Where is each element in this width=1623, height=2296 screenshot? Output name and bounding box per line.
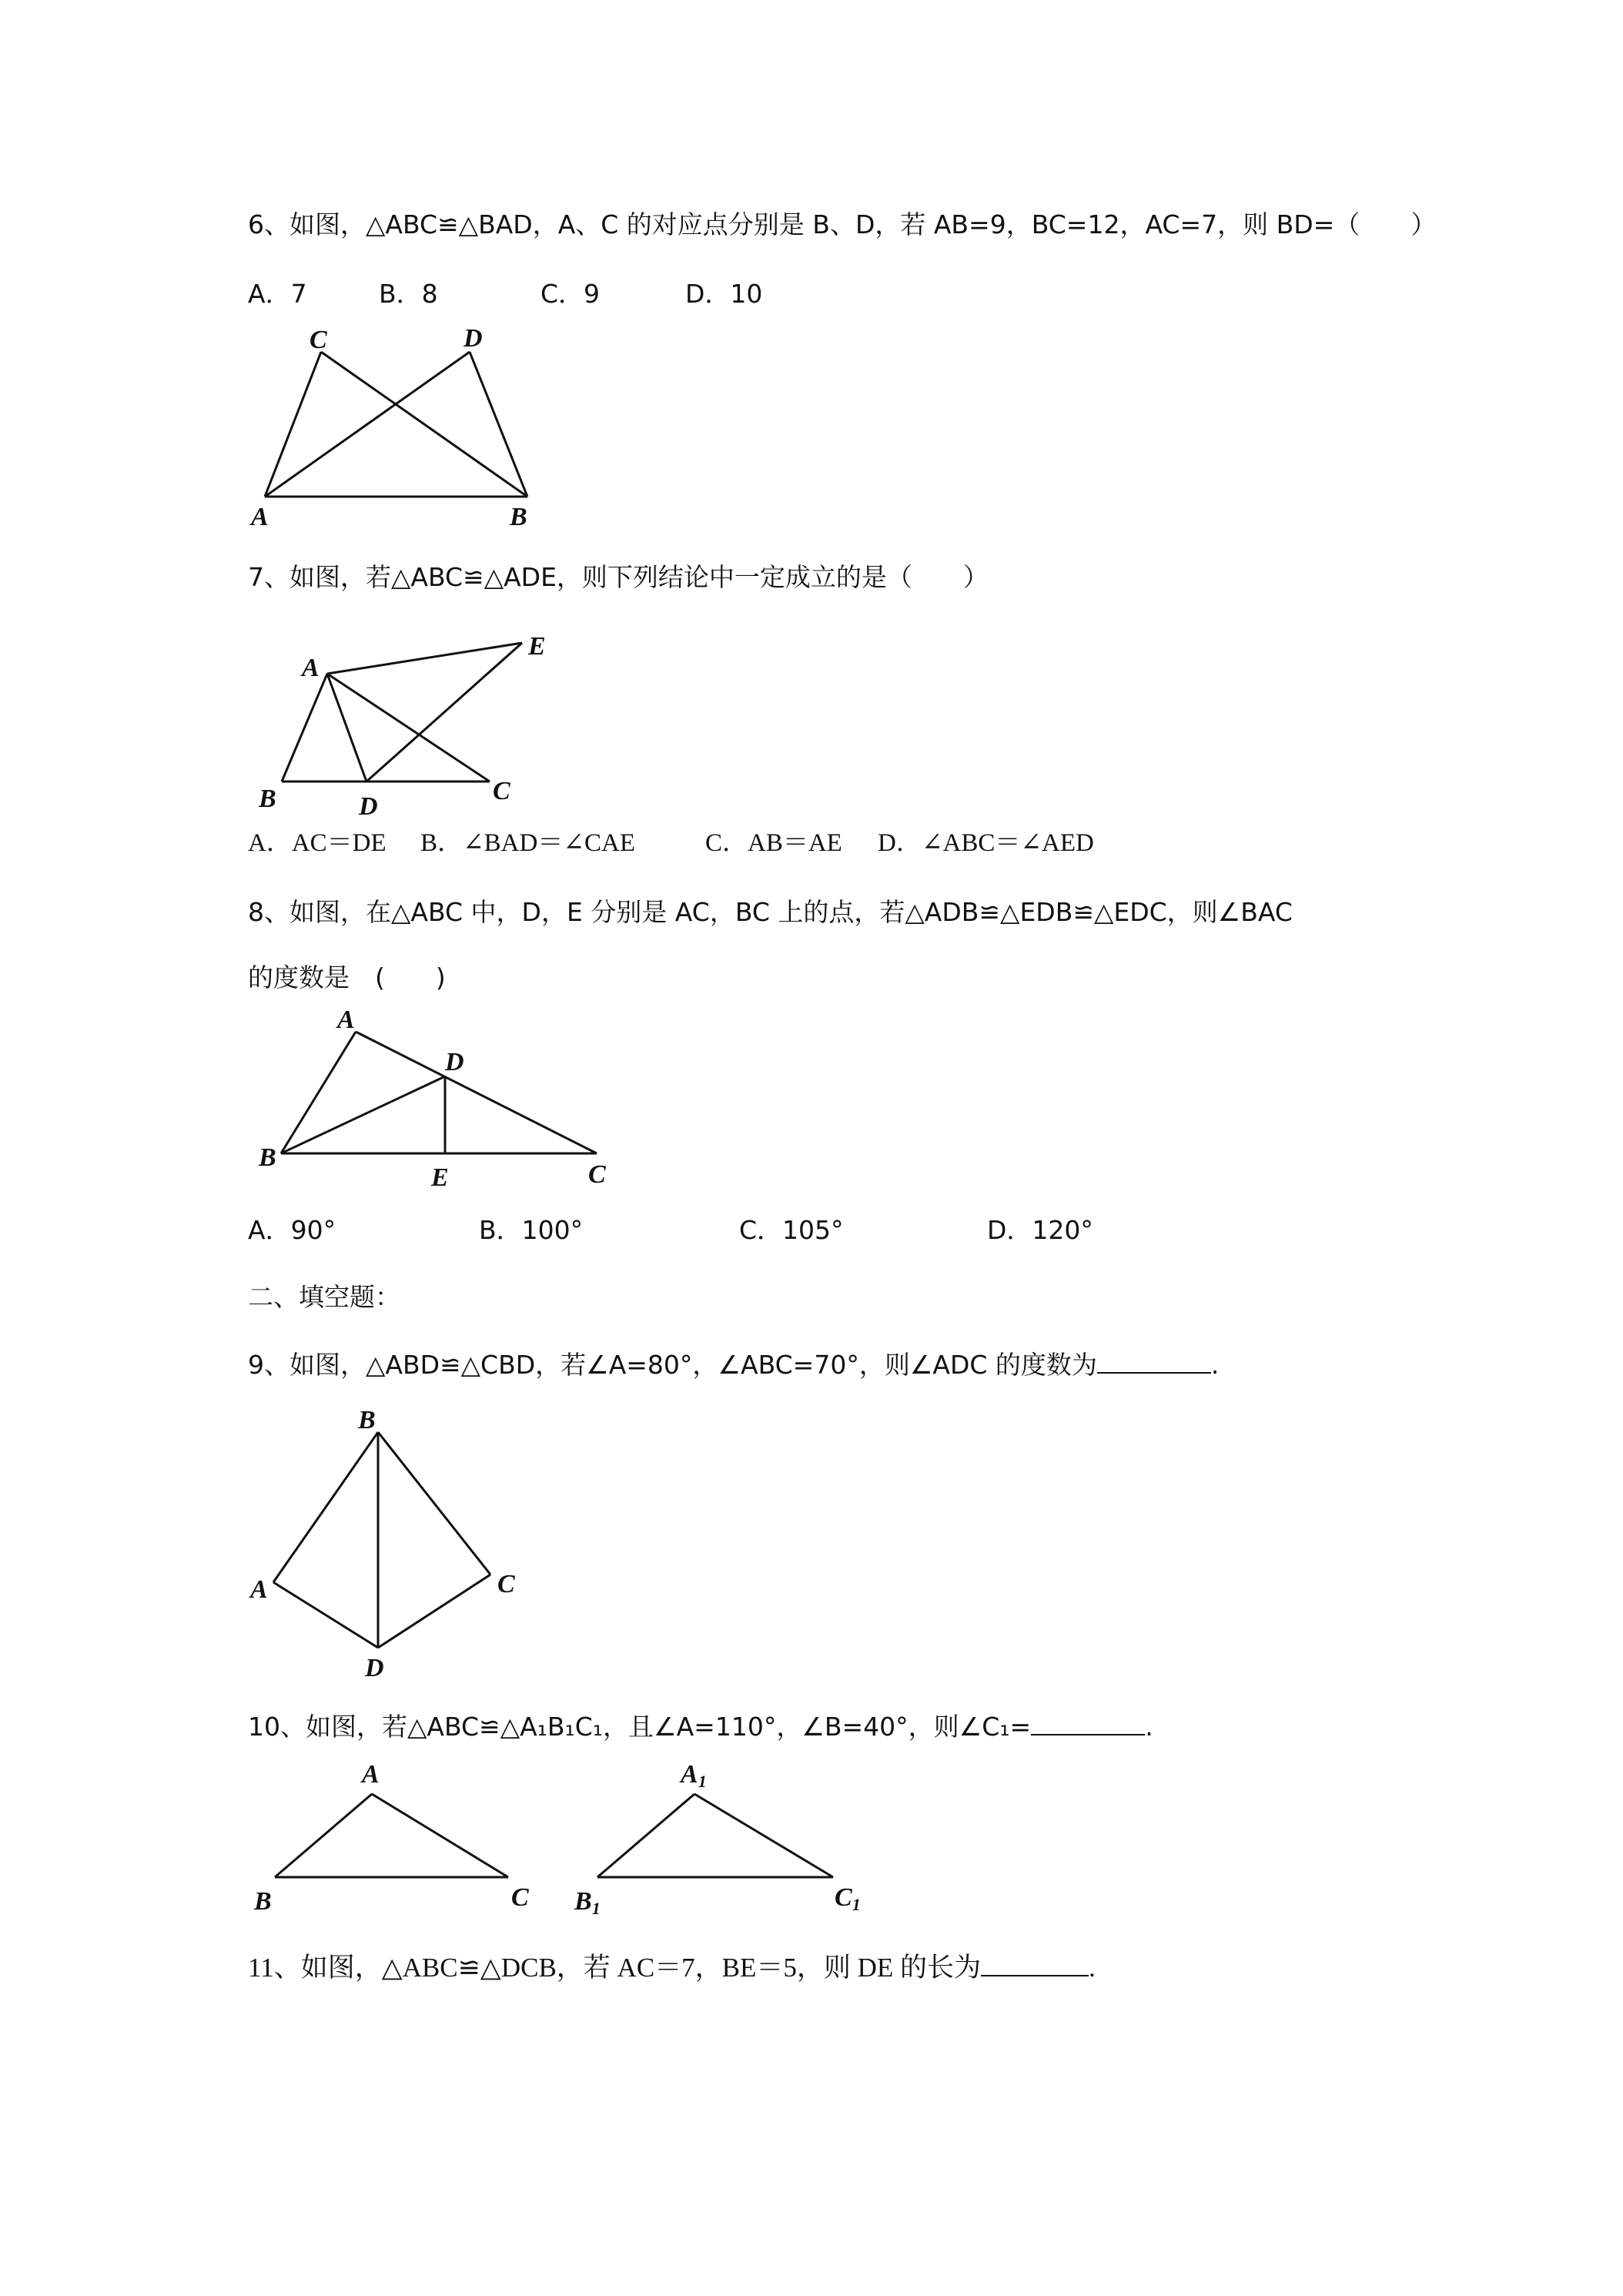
q9-line — [248, 1349, 1219, 1381]
q10-end: . — [1145, 1712, 1153, 1742]
q10-line — [248, 1711, 1153, 1742]
q7-text: 7、如图，若△ABC≌△ADE，则下列结论中一定成立的是（ ） — [248, 562, 989, 592]
q8-text-line2: 的度数是 ( ) — [248, 962, 446, 992]
q7-label-d: D — [359, 792, 378, 821]
section2-title: 二、填空题： — [248, 1282, 400, 1312]
q6-label-d: D — [463, 324, 483, 353]
q7-label-a: A — [302, 654, 320, 682]
q8-option-c: C．105° — [739, 1215, 844, 1245]
q10-label-a1: A1 — [681, 1760, 707, 1791]
q7-label-c: C — [493, 777, 510, 805]
q6-label-b: B — [510, 503, 527, 531]
q6-label-a: A — [251, 503, 269, 531]
q9-answer-blank[interactable] — [1097, 1349, 1211, 1374]
q8-label-b: B — [259, 1143, 276, 1172]
q9-text: 9、如图，△ABD≌△CBD，若∠A=80°，∠ABC=70°，则∠ADC 的度数为 — [248, 1350, 1097, 1380]
q8-label-c: C — [588, 1160, 606, 1189]
q7-option-d: D．∠ABC＝∠AED — [878, 829, 1094, 857]
q7-option-b: B．∠BAD＝∠CAE — [420, 829, 635, 857]
q9-label-d: D — [365, 1654, 384, 1682]
q7-option-a: A．AC＝DE — [248, 829, 387, 857]
q10-label-b: B — [254, 1887, 272, 1916]
q8-label-a: A — [337, 1006, 355, 1034]
q6-option-d: D．10 — [685, 279, 763, 309]
q9-label-b: B — [358, 1406, 376, 1434]
q10-label-b1: B1 — [574, 1887, 601, 1918]
q11-answer-blank[interactable] — [981, 1952, 1089, 1976]
q8-option-a: A．90° — [248, 1215, 336, 1245]
q11-text: 11、如图，△ABC≌△DCB，若 AC＝7，BE＝5，则 DE 的长为 — [248, 1953, 982, 1983]
q7-label-b: B — [259, 785, 276, 813]
q6-option-b: B．8 — [379, 279, 438, 309]
q8-text-line1: 8、如图，在△ABC 中，D，E 分别是 AC，BC 上的点，若△ADB≌△EDB≌△EDC，则∠BAC — [248, 897, 1293, 927]
q8-figure — [0, 1001, 1623, 1201]
q8-label-d: D — [445, 1048, 464, 1076]
q9-figure — [0, 1394, 1623, 1686]
q7-label-e: E — [528, 632, 546, 661]
q10-text: 10、如图，若△ABC≌△A₁B₁C₁，且∠A=110°，∠B=40°，则∠C₁= — [248, 1712, 1032, 1742]
q10-label-a: A — [362, 1760, 380, 1789]
q6-option-c: C．9 — [540, 279, 601, 309]
q6-label-c: C — [310, 326, 327, 354]
q9-label-a: A — [250, 1575, 268, 1604]
q9-end: . — [1210, 1350, 1220, 1380]
q7-figure — [0, 624, 1623, 824]
q10-label-c1: C1 — [835, 1883, 861, 1914]
q11-end: . — [1089, 1953, 1096, 1983]
q9-label-c: C — [497, 1570, 515, 1598]
q8-option-d: D．120° — [987, 1215, 1093, 1245]
q7-option-c: C．AB＝AE — [705, 829, 842, 857]
q11-line — [248, 1952, 1096, 1983]
q8-option-b: B．100° — [479, 1215, 584, 1245]
q8-label-e: E — [431, 1163, 449, 1192]
q6-option-a: A．7 — [248, 279, 307, 309]
q10-figure — [0, 1748, 1623, 1925]
q6-text: 6、如图，△ABC≌△BAD，A、C 的对应点分别是 B、D，若 AB=9，BC=12，AC=7，则 BD=（ ） — [248, 209, 1437, 239]
q10-label-c: C — [511, 1883, 529, 1912]
q10-answer-blank[interactable] — [1031, 1711, 1145, 1735]
